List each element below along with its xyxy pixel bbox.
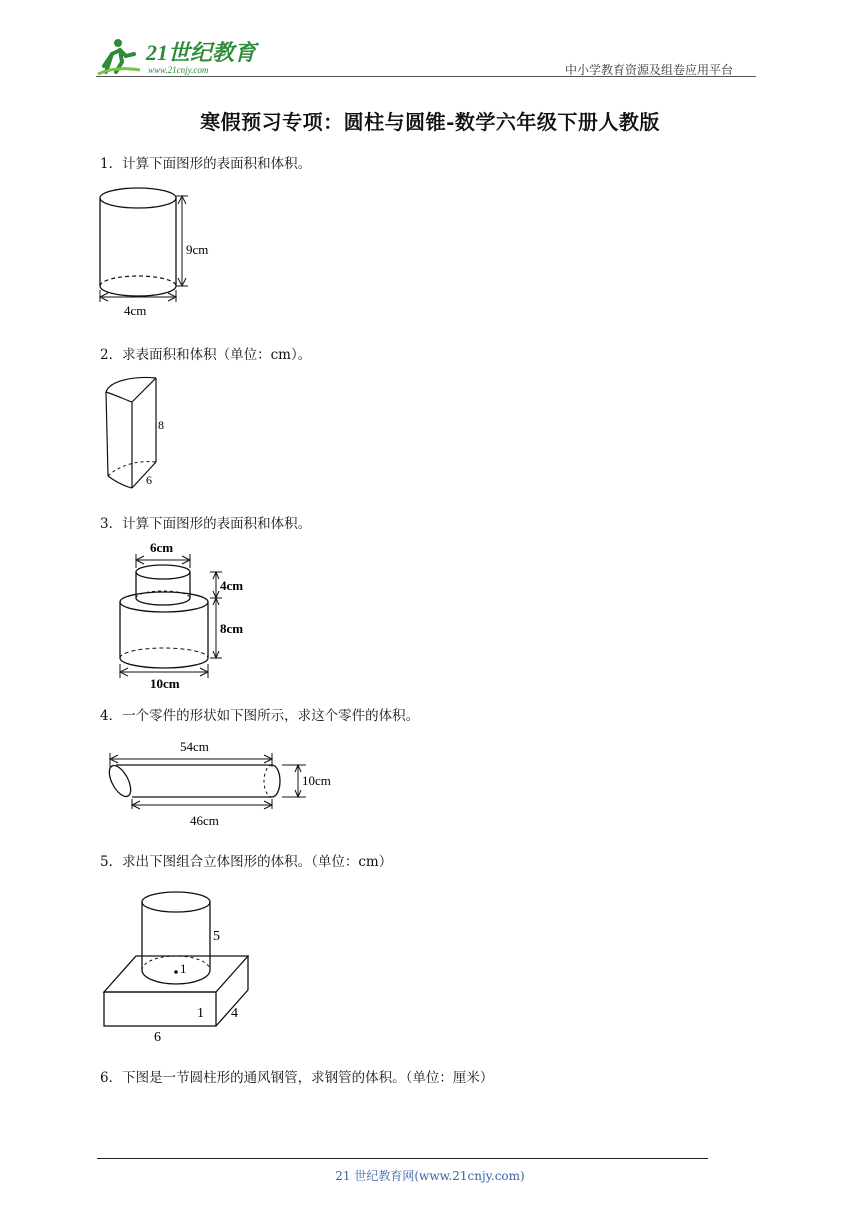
question-6 — [100, 1066, 493, 1086]
question-1 — [100, 152, 311, 172]
site-tagline: 中小学教育资源及组卷应用平台 — [565, 63, 734, 77]
height-label: 9cm — [186, 242, 209, 257]
bottom-height-label: 8cm — [220, 621, 244, 636]
cylinder-on-box-figure — [98, 884, 268, 1046]
question-text: 计算下面图形的表面积和体积。 — [122, 156, 312, 172]
question-text: 求表面积和体积（单位：cm）。 — [122, 347, 312, 363]
site-logo — [96, 36, 261, 76]
diameter-label: 4cm — [124, 303, 147, 318]
top-length-label: 54cm — [180, 739, 209, 754]
footer-text[interactable]: 21 世纪教育网(www.21cnjy.com) — [335, 1169, 525, 1183]
logo-url: www.21cnjy.com — [148, 65, 209, 75]
cylinder-figure — [90, 182, 230, 322]
question-number: 3． — [100, 516, 123, 532]
box-height-label: 1 — [197, 1006, 204, 1021]
logo-text: 21世纪教育 — [146, 40, 257, 65]
slanted-cylinder-figure — [96, 735, 356, 831]
box-depth-label: 4 — [231, 1006, 238, 1021]
box-length-label: 6 — [154, 1030, 161, 1045]
question-2 — [100, 343, 311, 363]
question-text: 求出下图组合立体图形的体积。（单位：cm） — [122, 854, 393, 870]
top-height-label: 4cm — [220, 578, 244, 593]
question-text: 一个零件的形状如下图所示，求这个零件的体积。 — [122, 708, 420, 724]
header-divider — [96, 76, 756, 77]
page-title: 寒假预习专项：圆柱与圆锥-数学六年级下册人教版 — [200, 110, 660, 134]
diameter-label: 10cm — [302, 773, 331, 788]
bottom-diameter-label: 10cm — [150, 676, 180, 691]
question-4 — [100, 704, 419, 724]
cylinder-height-label: 5 — [213, 929, 220, 944]
question-number: 1． — [100, 156, 123, 172]
question-3 — [100, 512, 311, 532]
width-label: 6 — [146, 473, 152, 487]
height-label: 8 — [158, 418, 164, 432]
question-text: 计算下面图形的表面积和体积。 — [122, 516, 312, 532]
half-cylinder-figure — [96, 374, 186, 496]
question-number: 5． — [100, 854, 123, 870]
question-number: 6． — [100, 1070, 123, 1086]
radius-label: 1 — [180, 961, 187, 976]
footer-divider — [97, 1158, 708, 1159]
stacked-cylinders-figure — [110, 540, 270, 692]
question-5 — [100, 850, 392, 870]
runner-logo-icon — [98, 39, 140, 74]
question-number: 2． — [100, 347, 123, 363]
question-number: 4． — [100, 708, 123, 724]
bottom-length-label: 46cm — [190, 813, 219, 828]
top-diameter-label: 6cm — [150, 540, 174, 555]
question-text: 下图是一节圆柱形的通风钢管，求钢管的体积。（单位：厘米） — [122, 1070, 494, 1086]
